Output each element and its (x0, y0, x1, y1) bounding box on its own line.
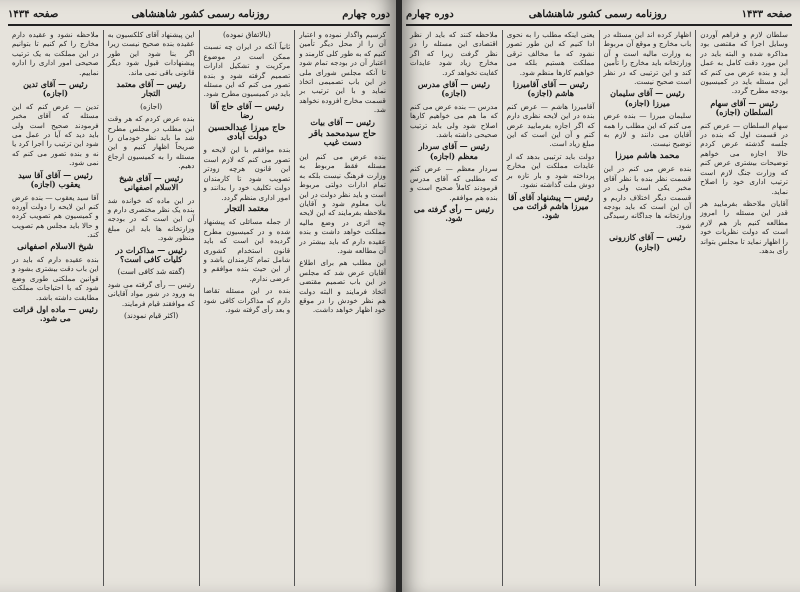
left-column-3 (104, 30, 200, 586)
left-column-2 (200, 30, 296, 586)
paragraph: مدرس — بنده عرض می کنم که ما هم می خواهیم کارها اصلاح شود ولی باید ترتیب صحیحی داشته باشد. (410, 101, 498, 140)
speaker-line: رئیس — آقای معتمد التجار (116, 79, 186, 99)
paragraph: سلطان لازم و فراهم آوردن وسایل اجرا که مقتضی بود مذاکره شده و البته باید در این مورد دقت کامل به عمل آید و بنده عرض می کنم که این مسئله باید در کمیسیون بودجه مطرح گردد. (700, 30, 788, 96)
right-period: دوره چهارم (406, 8, 454, 20)
paren-note: (اجازه) (140, 101, 163, 111)
left-column-4 (8, 30, 104, 586)
paragraph: آقامیرزا هاشم — عرض کنم بنده در این لایحه نظری دارم که اگر اجازه بفرمایید عرض کنم و آن این است که این مبلغ زیاد است. (506, 101, 595, 149)
speaker-heading: حاج میرزا عبدالحسین دولت آبادی (208, 122, 286, 143)
paragraph: آقایان ملاحظه بفرمایید هر قدر این مسئله را امروز مطالعه کنیم باز هم لازم است که دولت نظریات خود را اظهار نماید تا مجلس بتواند رأی بدهد. (700, 198, 788, 255)
paragraph: در این ماده که خوانده شد بنده یک نظر مختصری دارم و آن این است که در بودجه وزارتخانه ها باید این مبلغ منظور شود. (107, 195, 195, 243)
paren-note: (بالاتفاق نموده) (223, 30, 271, 39)
speaker-line: رئیس — آقای حاج آقا رضا (210, 100, 284, 121)
paragraph: رئیس — رأی گرفته می شود به ورود در شور مواد آقایانی که موافقند قیام فرمایند. (107, 279, 195, 308)
paragraph: تدین — عرض کنم که این مسئله که آقای مخبر فرمودند صحیح است ولی باید دید که آیا در عمل می شود این ترتیب را اجرا کرد یا نه و بنده تصور می کنم که نمی شود. (12, 101, 99, 168)
paragraph: بنده در این مسئله تقاضا دارم که مذاکرات کافی شود و بعد رأی گرفته شود. (203, 286, 291, 314)
speaker-line: رئیس — آقای سلیمان میرزا (اجازه) (610, 88, 685, 108)
paragraph: بنده عرض می کنم این مسئله فقط مربوط به وزارت فرهنگ نیست بلکه به تمام ادارات دولتی مربوط است و باید نظر دولت در این باب معلوم شود و آقایان ملاحظه بفرمایند که این لایحه چه اثری در وضع مالیه مملکت خواهد داشت و بنده عقیده دارم که باید بیشتر در آن مطالعه شود. (299, 151, 386, 255)
paragraph: این پیشنهاد آقای کلکسیون به عقیده بنده صحیح نیست زیرا اگر بنا شود این طور پیشنهادات قبول شود دیگر قانونی باقی نمی ماند. (107, 30, 195, 77)
right-column-4 (406, 30, 503, 586)
speaker-line: رئیس — آقای سردار معظم (اجازه) (418, 141, 490, 161)
paren-note: (گفته شد کافی است) (117, 267, 185, 277)
left-column-1 (295, 30, 390, 586)
left-page-header (8, 4, 390, 26)
speaker-line: رئیس — آقای کازرونی (اجازه) (609, 232, 686, 252)
paragraph: ملاحظه نشود و عقیده دارم مخارج را کم کنیم تا بتوانیم در این مملکت به یک ترتیب صحیحی امور اداری را اداره نماییم. (12, 30, 99, 77)
speaker-line: رئیس — رأی گرفته می شود. (413, 203, 494, 224)
book-gutter (396, 0, 402, 592)
speaker-line: رئیس — مذاکرات در کلیات کافی است؟ (115, 244, 187, 264)
paragraph: اظهار کرده اند این مسئله در باب مخارج و موقع آن مربوط به وزارت مالیه است و آن وزارتخانه باید مخارج را تأمین کند و این ترتیبی که در نظر است صحیح نیست. (603, 30, 692, 87)
speaker-line: رئیس — آقای آقا سید یعقوب (اجازه) (18, 169, 93, 190)
paragraph: آقا سید یعقوب — بنده عرض کنم این لایحه را دولت آورده و کمیسیون هم تصویب کرده و حالا باید مجلس هم تصویب کند. (12, 192, 99, 240)
paragraph: از جمله مسائلی که پیشنهاد شده و در کمیسیون مطرح گردیده این است که باید قانون استخدام کشوری شامل تمام کارمندان باشد و از این حیث بنده موافقم و عرضی ندارم. (203, 217, 291, 283)
speaker-heading: شیخ الاسلام اصفهانی (17, 241, 94, 252)
right-column-2 (600, 30, 697, 586)
right-paper-title: روزنامه رسمی کشور شاهنشاهی (528, 8, 667, 20)
left-page-number: صفحه ۱۴۳۴ (8, 8, 59, 20)
speaker-line: رئیس — آقای سهام السلطان (اجازه) (710, 97, 778, 118)
speaker-heading: معتمد التجار (225, 203, 269, 214)
speaker-line: رئیس — پیشنهاد آقای آقا میرزا هاشم قرائت می شود. (508, 191, 594, 221)
paragraph: سلیمان میرزا — بنده عرض می کنم که این مطلب را همه آقایان می دانند و لازم به توضیح نیست. (603, 111, 692, 149)
paren-note: (اکثر قیام نمودند) (123, 310, 179, 320)
right-page-number: صفحه ۱۴۳۳ (741, 8, 792, 20)
speaker-line: رئیس — آقای آقامیرزا هاشم (اجازه) (512, 79, 589, 99)
paragraph: سهام السلطان — عرض کنم در قسمت اول که بنده در جلسه گذشته عرض کردم حالا اجازه می خواهم توضیحات بیشتری عرض کنم که وزارت جنگ لازم است ترتیب اداری خود را اصلاح نماید. (700, 120, 788, 196)
speaker-heading: محمد هاشم میرزا (615, 150, 680, 161)
paragraph: سردار معظم — عرض کنم که مطلبی که آقای مدرس فرمودند کاملاً صحیح است و بنده هم موافقم. (410, 164, 498, 202)
paragraph: این مطلب هم برای اطلاع آقایان عرض شد که مجلس در این باب تصمیم مقتضی اتخاذ فرمایند و البته دولت هم نظر خودش را در موقع خود اظهار خواهد داشت. (299, 258, 386, 315)
right-columns (406, 30, 792, 586)
speaker-line: رئیس — ماده اول قرائت می شود. (12, 303, 98, 324)
paragraph: بنده عرض می کنم در این قسمت نظر بنده با نظر آقای مخبر یکی است ولی در قسمت دیگر اختلاف داریم و آن این است که باید بودجه وزارتخانه ها جداگانه رسیدگی شود. (603, 164, 692, 230)
speaker-line: رئیس — آقای شیخ الاسلام اصفهانی (119, 172, 184, 193)
left-paper-title: روزنامه رسمی کشور شاهنشاهی (131, 8, 270, 20)
left-page (0, 0, 398, 592)
paragraph: ملاحظه کنند که باید از نظر اقتصادی این مسئله را در نظر گرفت زیرا که اگر مخارج زیاد شود عایدات کفایت نخواهد کرد. (410, 30, 498, 77)
right-page (398, 0, 800, 592)
right-page-header (406, 4, 792, 26)
paragraph: بنده موافقم با این لایحه و تصور می کنم که لازم است این قانون هرچه زودتر تصویب شود تا کارمندان دولت تکلیف خود را بدانند و امور اداری منظم گردد. (203, 145, 291, 202)
paragraph: کرسیم واگذار نموده و اعتبار آن را از محل دیگر تأمین کنیم که به طور کلی کارمند و اعتبار آن در بودجه تمام شود تا آنکه مجلس شورای ملی در این باب تصمیمی اتخاذ نماید و با این ترتیب بر قسمت مخارج افزوده نخواهد شد. (299, 30, 386, 115)
left-columns (8, 30, 390, 586)
speaker-heading: حاج سیدمحمد باقر دست غیب (308, 129, 377, 149)
paragraph: بنده عقیده دارم که باید در این باب دقت بیشتری بشود و قوانین مملکتی طوری وضع شود که با احتیاجات مملکت مطابقت داشته باشد. (12, 254, 99, 302)
speaker-line: رئیس — آقای بیات (310, 116, 375, 127)
right-column-1 (696, 30, 792, 586)
paragraph: ثانیاً آنکه در ایران چه نسبت ممکن است در موضوع مرکزیت و تشکیل ادارات تصمیم گرفته شود و بنده تصور می کنم که این مسئله باید در کمیسیون مطرح شود. (203, 42, 291, 99)
speaker-line: رئیس — آقای تدین (اجازه) (23, 79, 88, 99)
right-column-3 (503, 30, 600, 586)
paragraph: یعنی اینکه مطلب را به نحوی ادا کنیم که این طور تصور نشود که ما مخالف ترقی مملکت هستیم بلکه می خواهیم کارها منظم شود. (506, 30, 595, 77)
speaker-line: رئیس — آقای مدرس (اجازه) (417, 79, 490, 99)
paragraph: دولت باید ترتیبی بدهد که از عایدات مملکت این مخارج پرداخته شود و بار تازه بر دوش ملت گذاشته نشود. (506, 151, 595, 190)
left-period: دوره چهارم (342, 8, 390, 20)
paragraph: بنده عرض کردم که هر وقت این مطلب در مجلس مطرح شد ما باید نظر خودمان را صریحاً اظهار کنیم و این مسئله را به کمیسیون ارجاع دهیم. (107, 114, 195, 171)
